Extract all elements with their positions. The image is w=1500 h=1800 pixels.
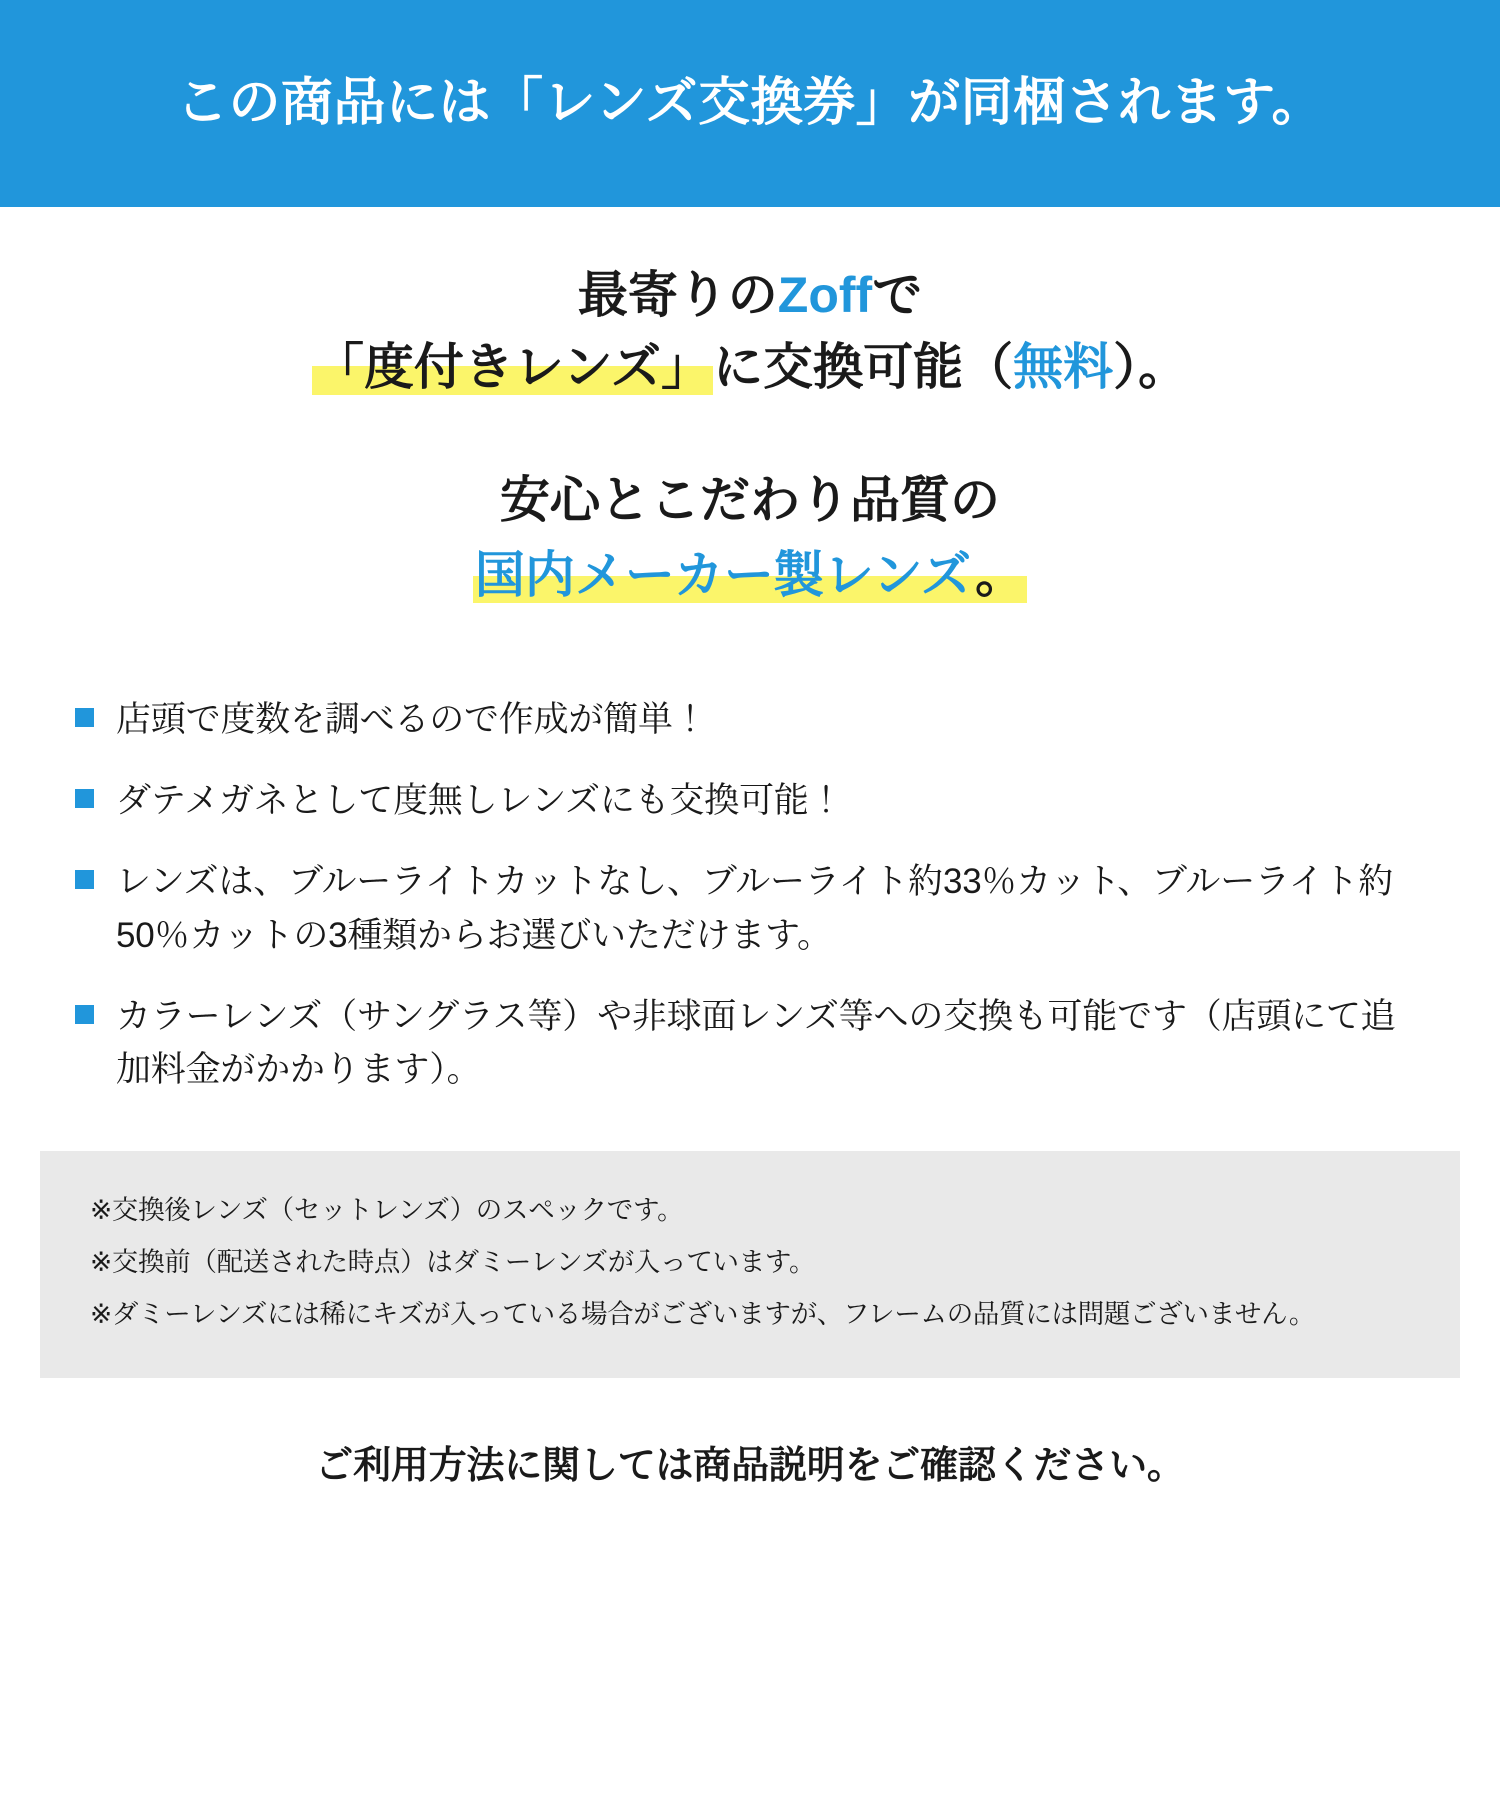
square-bullet-icon — [75, 708, 94, 727]
usage-footer-note: ご利用方法に関しては商品説明をご確認ください。 — [315, 1445, 1185, 1488]
disclaimer-line: ※交換後レンズ（セットレンズ）のスペックです。 — [90, 1195, 684, 1226]
zoff-brand-text: Zoff — [777, 267, 873, 323]
lens-coupon-banner — [0, 0, 1500, 207]
headline-line2-mid: に交換可能（ — [713, 339, 1014, 395]
headline-accent-free: 無料 — [1013, 339, 1114, 395]
list-item-label: レンズは、ブルーライトカットなし、ブルーライト約33％カット、ブルーライト約50％カットの3種類からお選びいただけます。 — [116, 862, 1394, 955]
headline-line2-end: ）。 — [1113, 339, 1189, 395]
list-item — [75, 774, 1410, 827]
list-item-label: カラーレンズ（サングラス等）や非球面レンズ等への交換も可能です（店頭にて追加料金がかかります）。 — [116, 996, 1396, 1089]
disclaimer-line: ※ダミーレンズには稀にキズが入っている場合がございますが、フレームの品質には問題ございません。 — [90, 1298, 1316, 1329]
square-bullet-icon — [75, 870, 94, 889]
headline-line-2 — [0, 331, 1500, 403]
list-item — [75, 855, 1410, 961]
square-bullet-icon — [75, 789, 94, 808]
list-item — [75, 693, 1410, 746]
headline2-line-2 — [0, 538, 1500, 613]
banner-text: この商品には「レンズ交換券」が同梱されます。 — [176, 74, 1324, 133]
disclaimer-line: ※交換前（配送された時点）はダミーレンズが入っています。 — [90, 1246, 816, 1277]
list-item — [75, 990, 1410, 1096]
headline-line1-post: で — [872, 267, 923, 323]
list-item-label: ダテメガネとして度無しレンズにも交換可能！ — [116, 781, 844, 821]
disclaimer-box — [40, 1151, 1460, 1378]
headline2-highlight-domestic: 国内メーカー製レンズ — [474, 547, 972, 603]
square-bullet-icon — [75, 1005, 94, 1024]
headline-primary — [0, 259, 1500, 403]
list-item-label: 店頭で度数を調べるので作成が簡単！ — [116, 700, 708, 739]
headline2-line-1: 安心とこだわり品質の — [500, 472, 1000, 528]
headline-line-1 — [0, 259, 1500, 331]
headline2-period-char: 。 — [975, 547, 1026, 603]
feature-list — [0, 693, 1500, 1096]
headline-line1-pre: 最寄りの — [577, 267, 778, 323]
headline-secondary — [0, 463, 1500, 613]
headline-highlight-lens: 「度付きレンズ」 — [313, 339, 712, 395]
headline2-period — [973, 547, 1027, 603]
